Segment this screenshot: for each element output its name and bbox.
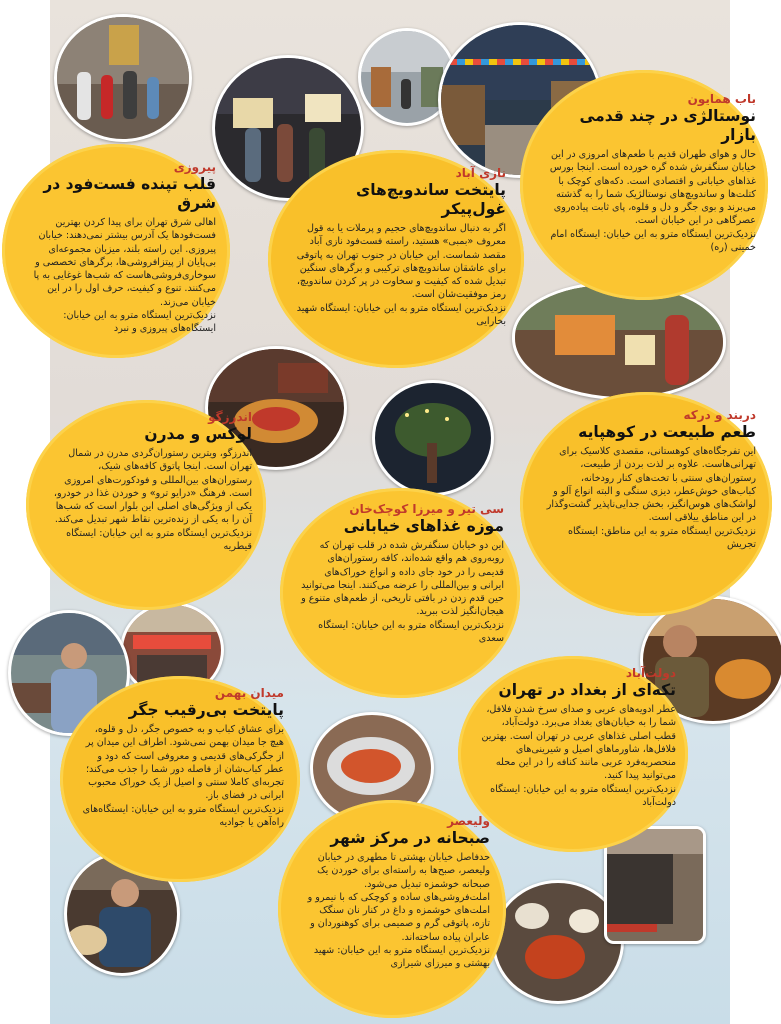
card-body: حدفاصل خیابان بهشتی تا مطهری در خیابان ولیعصر، صبح‌ها به راسته‌ای برای خوردن یک صبحانه خوشمزه تبدیل می‌شود. املت‌فروشی‌های ساده و کوچکی که با نیمرو و املت‌های خوشمزه و داغ در کنار نان سنگک تازه، پاتوقی گرم و صمیمی برای کوهنوردان و عابران پیاده ساخته‌اند. xyxy=(307,852,490,943)
card-dowlat-abad xyxy=(480,666,676,809)
card-nearest-station: نزدیک‌ترین ایستگاه مترو به این خیابان: ایستگاه شهید بخارایی xyxy=(296,302,506,328)
card-nearest-station: نزدیک‌ترین ایستگاه مترو به این مناطق: ایستگاه تجریش xyxy=(567,525,756,551)
card-location: دولت‌آباد xyxy=(625,666,676,680)
card-title: طعم طبیعت در کوهپایه xyxy=(578,423,756,441)
card-body: حال و هوای طهران قدیم با طعم‌های امروزی در این خیابان سنگفرش شده گره خورده است. اینجا بورس غذاهای خیابانی و اقتصادی است. دکه‌های کوچک با کتلت‌ها و ساندویچ‌های نوستالژیک شما را به گذشته می‌برند و بوی جگر و دل و قلوه، پای ثابت پیاده‌روی عصرگاهی در این خیابان است. xyxy=(549,149,756,227)
card-nearest-station: نزدیک‌ترین ایستگاه مترو به این خیابان: ایستگاه سعدی xyxy=(318,619,504,645)
card-title: تکه‌ای از بغداد در تهران xyxy=(498,681,676,699)
card-nearest-station: نزدیک‌ترین ایستگاه مترو به این خیابان: ایستگاه قیطریه xyxy=(66,527,252,553)
card-darband xyxy=(544,408,756,551)
card-location: ولیعصر xyxy=(447,814,490,828)
card-nearest-station: نزدیک‌ترین ایستگاه مترو به این خیابان: ایستگاه دولت‌آباد xyxy=(490,783,676,809)
card-location: پیروزی xyxy=(173,160,216,174)
card-si-tir xyxy=(300,502,504,645)
card-pirouzi xyxy=(24,160,216,336)
card-nazi-abad xyxy=(290,166,506,328)
card-title: لوکس و مدرن xyxy=(144,425,252,443)
card-title: صبحانه در مرکز شهر xyxy=(330,829,490,847)
card-location: سی تیر و میرزا کوچک‌خان xyxy=(349,502,504,516)
card-body: این دو خیابان سنگفرش شده در قلب تهران که روبه‌روی هم واقع شده‌اند، کافه رستوران‌های قدیمی را در خود جای داده و انواع خوراک‌های ایرانی و بین‌المللی را عرضه می‌کنند. اینجا می‌توانید حین قدم زدن در بافتی تاریخی، از طعم‌های متنوع و هیجان‌انگیز لذت ببرید. xyxy=(301,540,504,618)
card-location: میدان بهمن xyxy=(214,686,284,700)
card-body: اهالی شرق تهران برای پیدا کردن بهترین فست‌فودها یک آدرس بیشتر نمی‌دهند: خیابان پیروزی. این راسته بلند، میزبان مجموعه‌ای بی‌پایان از پیتزافروشی‌ها، برگرهای تخصصی و سوخاری‌فروشی‌هاست که شب‌ها غوغایی به پا می‌کنند. تنوع و کیفیت، حرف اول را در این خیابان می‌زند. xyxy=(33,217,216,308)
tree-lights-photo xyxy=(372,380,494,496)
vendor-photo xyxy=(512,282,726,400)
card-meydan-bahman xyxy=(82,686,284,829)
card-nearest-station: نزدیک‌ترین ایستگاه مترو به این خیابان: ایستگاه امام خمینی (ره) xyxy=(550,228,756,254)
card-body: این تفرجگاه‌های کوهستانی، مقصدی کلاسیک برای تهرانی‌هاست. علاوه بر لذت بردن از طبیعت، رستوران‌های سنتی با تخت‌های کنار رودخانه، کباب‌های خوش‌عطر، دیزی سنگی و البته انواع آلو و لواشک‌های هوس‌انگیز، بخش جدایی‌ناپذیر گشت‌وگذار در این مناطق ییلاقی است. xyxy=(546,446,756,524)
card-location: باب همایون xyxy=(687,92,756,106)
card-nearest-station: نزدیک‌ترین ایستگاه مترو به این خیابان: ایستگاه‌های پیروزی و نبرد xyxy=(63,310,216,335)
card-body: عطر ادویه‌های عربی و صدای سرخ شدن فلافل، شما را به خیابان‌های بغداد می‌برد. دولت‌آباد، قطب اصلی غذاهای عربی در تهران است. بهترین فلافل‌ها، شاورماهای اصیل و شیرینی‌های منحصربه‌فرد عربی مانند کنافه را در این محله می‌توانید پیدا کنید. xyxy=(481,704,676,782)
card-body: اگر به دنبال ساندویچ‌های حجیم و پرملات یا به قول معروف «بمبی» هستید، راسته فست‌فود نازی آباد مقصد شماست. این خیابان در جنوب تهران به پاتوقی برای عاشقان ساندویچ‌های ترکیبی و برگرهای سنگین تبدیل شده که کیفیت و سخاوت در پر کردن ساندویچ، رمز موفقیت‌شان است. xyxy=(296,223,506,301)
card-body: اندرزگو، ویترین رستوران‌گردی مدرن در شمال تهران است. اینجا پاتوق کافه‌های شیک، رستوران‌های بین‌المللی و فودکورت‌های امروزی است. فرهنگ «درایو ترو» و خوردن غذا در خودرو، یکی از ویژگی‌های اصلی این بلوار است که شب‌ها آن را به یکی از زنده‌ترین نقاط شهر تبدیل می‌کند. xyxy=(53,448,252,526)
card-location: اندرزگو xyxy=(208,410,252,424)
street-crowd-photo xyxy=(54,14,192,142)
card-nearest-station: نزدیک‌ترین ایستگاه مترو به این خیابان: ایستگاه‌های راه‌آهن یا جوادیه xyxy=(82,803,284,829)
card-title: موزه غذاهای خیابانی xyxy=(343,517,504,535)
card-location: دربند و درکه xyxy=(683,408,756,422)
card-title: پایتخت بی‌رقیب جگر xyxy=(128,701,284,719)
card-title: قلب تپنده فست‌فود در شرق xyxy=(43,175,216,212)
card-bab-homayoun xyxy=(546,92,756,254)
card-title: نوستالژی در چند قدمی بازار xyxy=(579,107,756,144)
card-title: پایتخت ساندویچ‌های غول‌پیکر xyxy=(356,181,506,218)
card-location: نازی آباد xyxy=(455,166,506,180)
card-nearest-station: نزدیک‌ترین ایستگاه مترو به این خیابان: شهید بهشتی و میرزای شیرازی xyxy=(313,945,490,970)
card-andarzgoo xyxy=(48,410,252,553)
card-valiasr xyxy=(298,814,490,971)
card-body: برای عشاق کباب و به خصوص جگر، دل و قلوه، هیچ جا میدان بهمن نمی‌شود. اطراف این میدان پر از جگرکی‌های قدیمی و معروفی است که دود و عطر کباب‌شان از فاصله دور شما را جذب می‌کند؛ تجربه‌ای کاملا سنتی و اصیل از یک خوراک محبوب ایرانی در فضای باز. xyxy=(85,724,284,802)
